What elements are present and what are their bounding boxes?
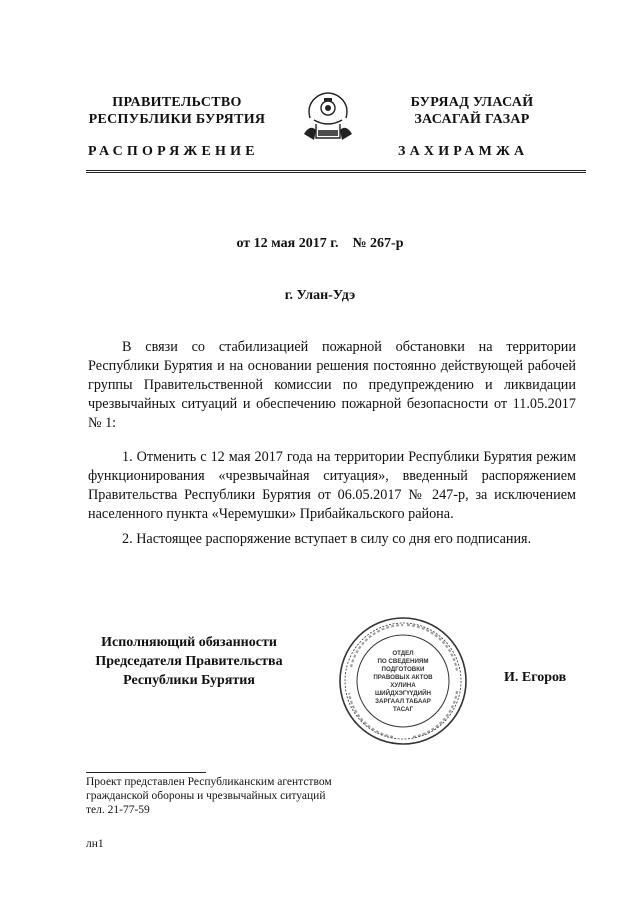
stamp-line8: ТАСАГ bbox=[393, 706, 413, 713]
stamp-line3: ПОДГОТОВКИ bbox=[381, 666, 425, 673]
project-note bbox=[86, 775, 332, 817]
paragraph-item-1: 1. Отменить с 12 мая 2017 года на территории Республики Бурятия режим функционирования «чрезвычайная ситуация», введенный распоряжением Правительства Республики Бурятия от 06.05.2017 № 247-р, за исключением населенного пункта «Черемушки» Прибайкальского района. bbox=[88, 449, 576, 522]
doc-type-bua: ЗАХИРАМЖА bbox=[398, 144, 529, 159]
gov-name-ru-line2: РЕСПУБЛИКИ БУРЯТИЯ bbox=[88, 112, 266, 127]
doc-city: г. Улан-Удэ bbox=[284, 288, 356, 303]
stamp-line7: ЗАРГААЛ ТАБААР bbox=[375, 698, 431, 705]
official-seal-stamp bbox=[337, 615, 469, 747]
paragraph-preamble: В связи со стабилизацией пожарной обстановки на территории Республики Бурятия и на основании решения постоянно действующей рабочей группы Правительственной комиссии по предупреждению и ликвидации чрезвычайных ситуаций и обеспечению пожарной безопасности от 11.05.2017 № 1: bbox=[88, 339, 576, 431]
signatory-title bbox=[80, 633, 298, 690]
project-note-line2: гражданской обороны и чрезвычайных ситуаций bbox=[86, 790, 326, 802]
doc-date-number: от 12 мая 2017 г. № 267-р bbox=[236, 236, 404, 251]
project-note-phone: тел. 21-77-59 bbox=[86, 804, 150, 816]
paragraph-item-2: 2. Настоящее распоряжение вступает в силу со дня его подписания. bbox=[122, 531, 532, 547]
stamp-line6: ШИЙДХЭГҮҮДИЙН bbox=[374, 690, 432, 697]
header-right bbox=[372, 94, 572, 128]
stamp-line4: ПРАВОВЫХ АКТОВ bbox=[373, 674, 433, 681]
stamp-line2: ПО СВЕДЕНИЯМ bbox=[377, 658, 429, 665]
project-note-line1: Проект представлен Республиканским агентством bbox=[86, 776, 332, 788]
signatory-title-line3: Республики Бурятия bbox=[123, 673, 255, 688]
coat-of-arms-icon bbox=[296, 84, 360, 148]
stamp-line1: ОТДЕЛ bbox=[392, 650, 414, 657]
signatory-title-line1: Исполняющий обязанности bbox=[101, 635, 277, 650]
doc-type-ru: РАСПОРЯЖЕНИЕ bbox=[88, 144, 259, 159]
gov-name-bua-line1: БУРЯАД УЛАСАЙ bbox=[410, 95, 534, 110]
signatory-name: И. Егоров bbox=[504, 670, 567, 685]
signatory-title-line2: Председателя Правительства bbox=[95, 654, 283, 669]
stamp-line5: ХУЛИНА bbox=[390, 682, 416, 689]
header-left bbox=[72, 94, 282, 128]
footnote-divider bbox=[86, 772, 206, 773]
header-divider bbox=[86, 170, 586, 173]
document-mark: лн1 bbox=[86, 838, 104, 850]
gov-name-bua-line2: ЗАСАГАЙ ГАЗАР bbox=[414, 112, 530, 127]
gov-name-ru-line1: ПРАВИТЕЛЬСТВО bbox=[112, 95, 242, 110]
